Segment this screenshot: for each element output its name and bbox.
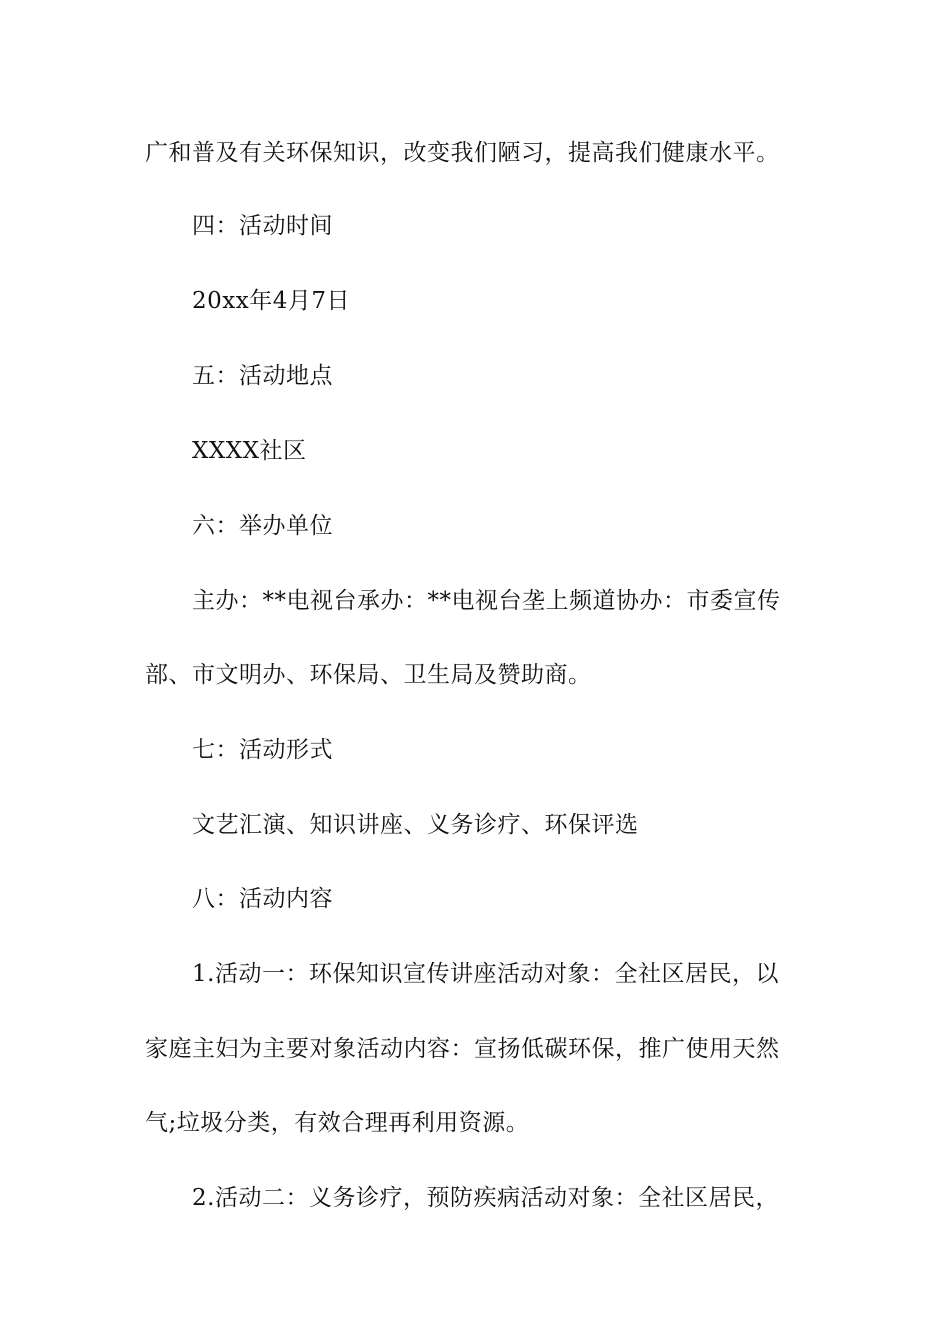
paragraph-line: 主办：**电视台承办：**电视台垄上频道协办：市委宣传 (192, 588, 781, 614)
section-heading-location: 五：活动地点 (192, 363, 333, 389)
section-heading-format: 七：活动形式 (192, 737, 333, 763)
activity-date: 20xx年4月7日 (192, 288, 350, 314)
paragraph-line: 1.活动一：环保知识宣传讲座活动对象：全社区居民，以 (192, 961, 779, 987)
section-heading-time: 四：活动时间 (192, 213, 333, 239)
section-heading-content: 八：活动内容 (192, 886, 333, 912)
section-heading-organizer: 六：举办单位 (192, 513, 333, 539)
activity-location: XXXX社区 (192, 438, 307, 464)
paragraph-line: 家庭主妇为主要对象活动内容：宣扬低碳环保，推广使用天然 (145, 1036, 780, 1062)
paragraph-line: 广和普及有关环保知识，改变我们陋习，提高我们健康水平。 (145, 140, 780, 166)
paragraph-line: 气;垃圾分类，有效合理再利用资源。 (145, 1110, 530, 1136)
paragraph-line: 部、市文明办、环保局、卫生局及赞助商。 (145, 662, 592, 688)
activity-format: 文艺汇演、知识讲座、义务诊疗、环保评选 (192, 812, 639, 838)
paragraph-line: 2.活动二：义务诊疗，预防疾病活动对象：全社区居民， (192, 1185, 779, 1211)
